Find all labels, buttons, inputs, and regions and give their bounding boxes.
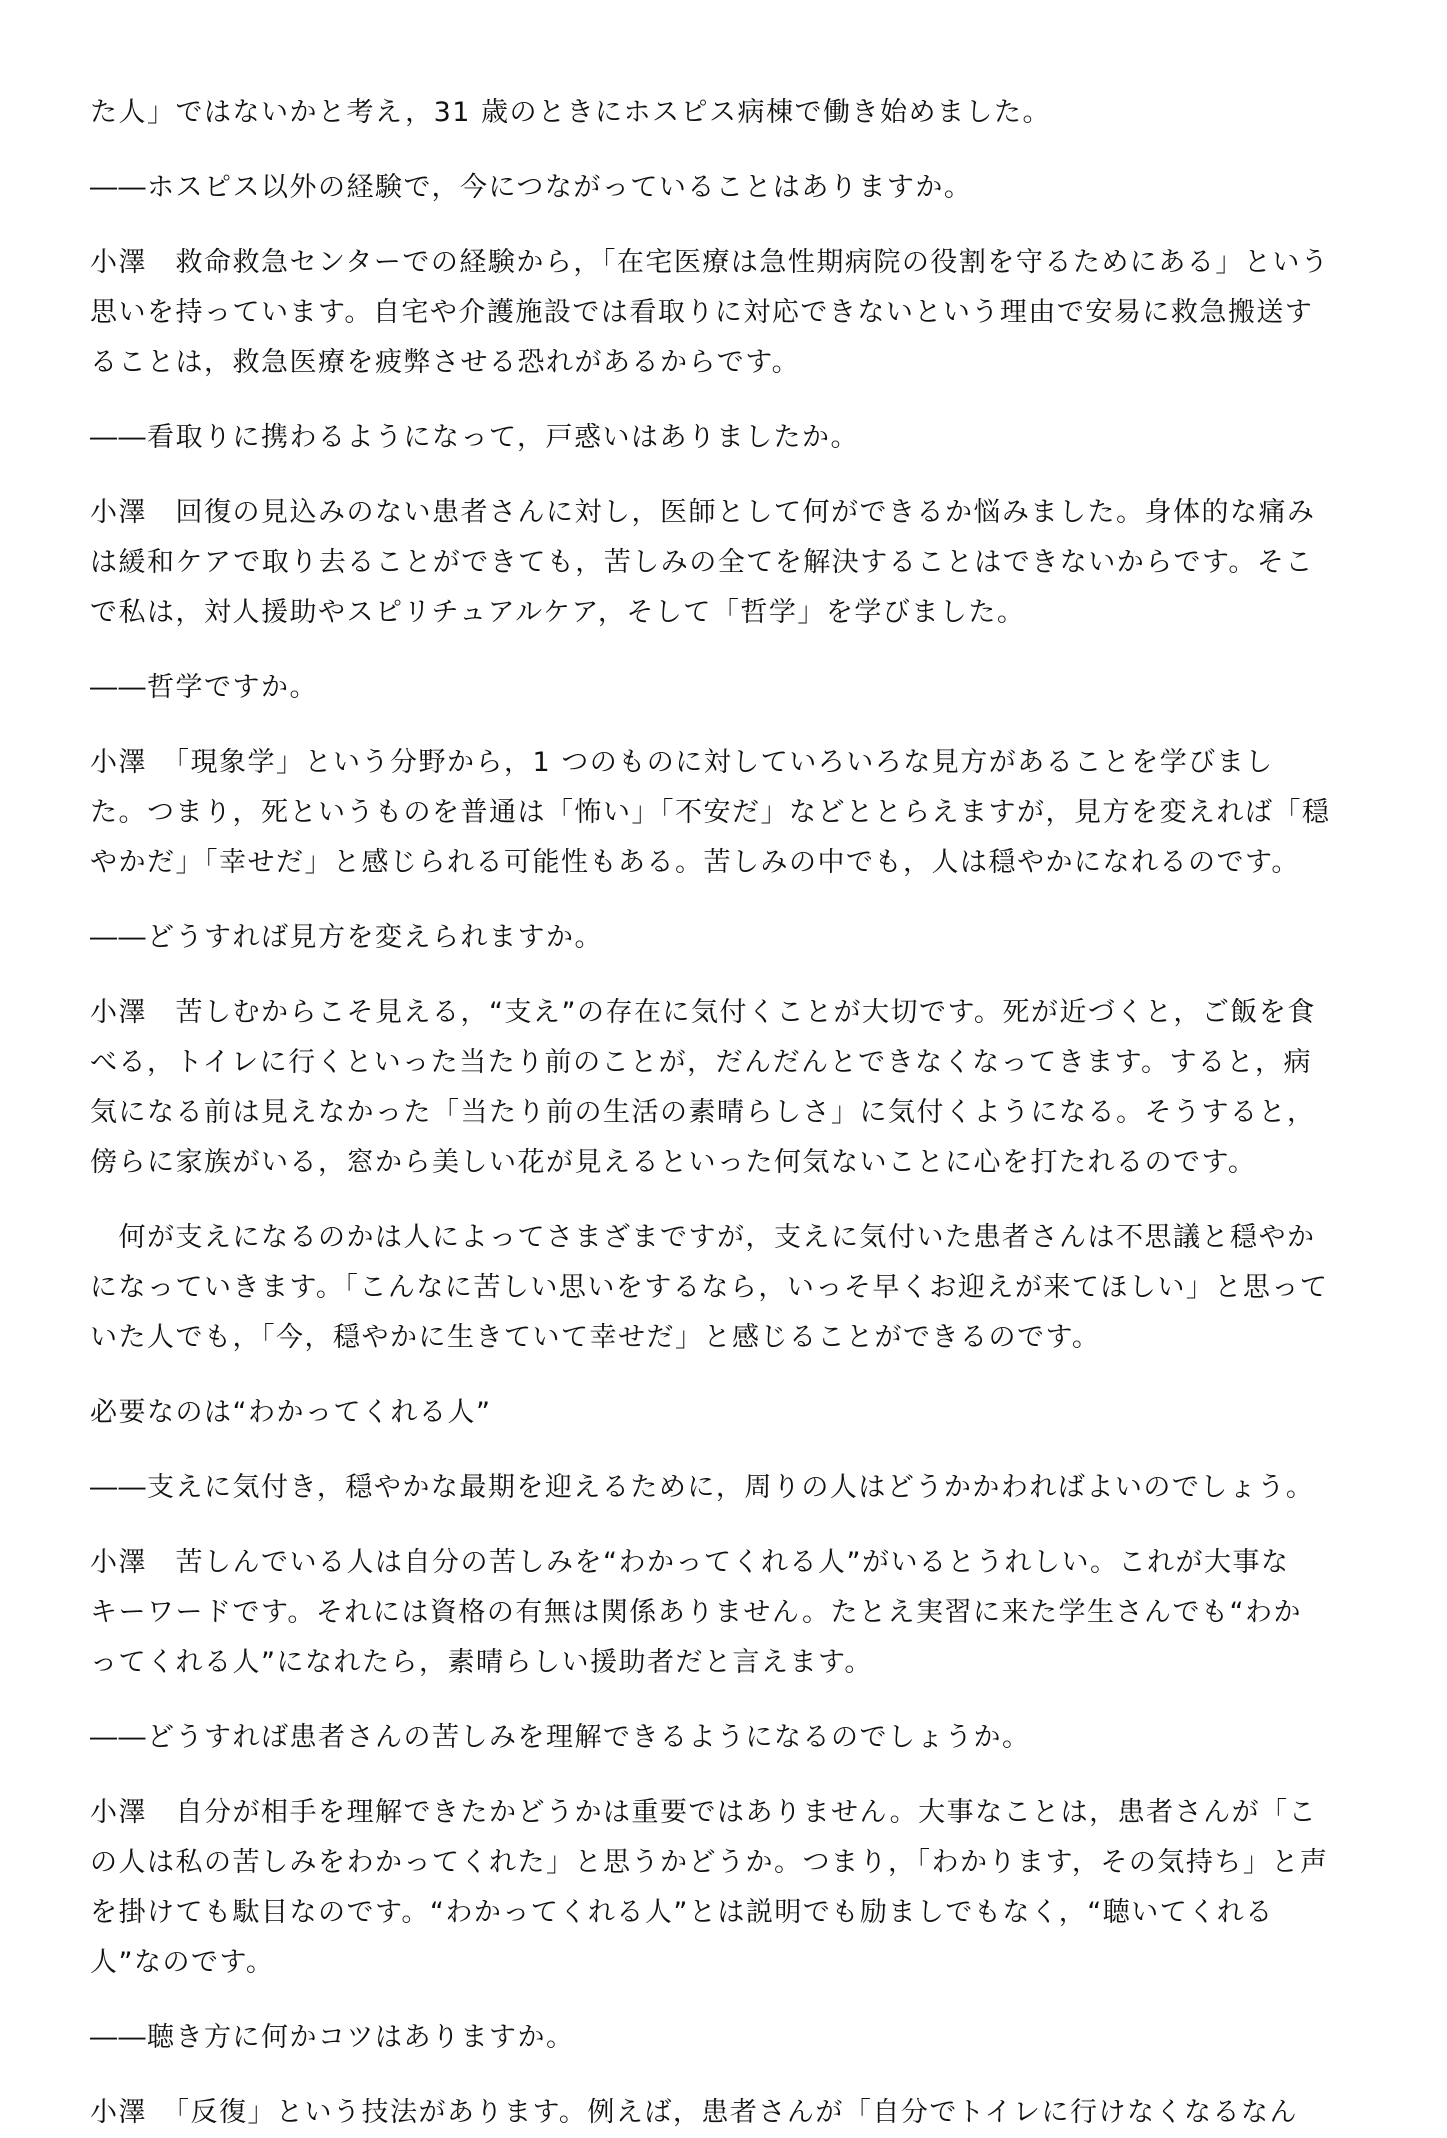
text-line: べる，トイレに行くといった当たり前のことが，だんだんとできなくなってきます。すると，病 (90, 1047, 1312, 1078)
text-line: 小澤 「現象学」という分野から，1 つのものに対していろいろな見方があることを学びまし (90, 747, 1274, 778)
text-line: ――ホスピス以外の経験で，今につながっていることはありますか。 (90, 172, 973, 203)
text-line: 必要なのは“わかってくれる人” (90, 1397, 492, 1428)
text-line: 小澤 救命救急センターでの経験から，「在宅医療は急性期病院の役割を守るためにある」という (90, 247, 1330, 278)
text-line: 小澤 苦しむからこそ見える，“支え”の存在に気付くことが大切です。死が近づくと，ご飯を食 (90, 997, 1316, 1028)
text-line: を掛けても駄目なのです。“わかってくれる人”とは説明でも励ましでもなく，“聴いてくれる (90, 1897, 1274, 1928)
text-line: 傍らに家族がいる，窓から美しい花が見えるといった何気ないことに心を打たれるのです。 (90, 1147, 1257, 1178)
text-line: 小澤 自分が相手を理解できたかどうかは重要ではありません。大事なことは，患者さんが「こ (90, 1797, 1318, 1828)
text-line: ――聴き方に何かコツはありますか。 (90, 2022, 575, 2053)
text-line: ――どうすれば見方を変えられますか。 (90, 922, 603, 953)
interview-question-2 (90, 413, 1357, 463)
text-line: 思いを持っています。自宅や介護施設では看取りに対応できないという理由で安易に救急搬送す (90, 297, 1314, 328)
answer-paragraph-4 (90, 988, 1357, 1188)
answer-paragraph-7 (90, 1788, 1357, 1988)
text-line: 小澤 「反復」という技法があります。例えば，患者さんが「自分でトイレに行けなくなるなん (90, 2097, 1298, 2128)
interview-question-7 (90, 2013, 1357, 2063)
text-line: キーワードです。それには資格の有無は関係ありません。たとえ実習に来た学生さんでも“わか (90, 1597, 1302, 1628)
interview-question-5 (90, 1463, 1357, 1513)
text-line: た人」ではないかと考え，31 歳のときにホスピス病棟で働き始めました。 (90, 97, 1052, 128)
text-line: ――支えに気付き，穏やかな最期を迎えるために，周りの人はどうかかわればよいのでしょう。 (90, 1472, 1315, 1503)
text-line: になっていきます。「こんなに苦しい思いをするなら，いっそ早くお迎えが来てほしい」と思って (90, 1272, 1329, 1303)
paragraph-1 (90, 88, 1357, 138)
answer-paragraph-6 (90, 1538, 1357, 1688)
text-line: ってくれる人”になれたら，素晴らしい援助者だと言えます。 (90, 1647, 873, 1678)
interview-question-3 (90, 663, 1357, 713)
text-line: 小澤 苦しんでいる人は自分の苦しみを“わかってくれる人”がいるとうれしい。これが大事な (90, 1547, 1290, 1578)
interview-question-4 (90, 913, 1357, 963)
text-line: 何が支えになるのかは人によってさまざまですが，支えに気付いた患者さんは不思議と穏やか (90, 1222, 1316, 1253)
section-heading (90, 1388, 1357, 1438)
text-line: ることは，救急医療を疲弊させる恐れがあるからです。 (90, 347, 801, 378)
text-line: 小澤 回復の見込みのない患者さんに対し，医師として何ができるか悩みました。身体的な痛み (90, 497, 1316, 528)
answer-paragraph-3 (90, 738, 1357, 888)
text-line: 人”なのです。 (90, 1947, 275, 1978)
answer-paragraph-2 (90, 488, 1357, 638)
text-line: は緩和ケアで取り去ることができても，苦しみの全てを解決することはできないからです。そこ (90, 547, 1314, 578)
text-line: で私は，対人援助やスピリチュアルケア，そして「哲学」を学びました。 (90, 597, 1026, 628)
text-line: の人は私の苦しみをわかってくれた」と思うかどうか。つまり，「わかります，その気持ち」と声 (90, 1847, 1329, 1878)
text-line: 気になる前は見えなかった「当たり前の生活の素晴らしさ」に気付くようになる。そうすると， (90, 1097, 1316, 1128)
text-line: やかだ」「幸せだ」と感じられる可能性もある。苦しみの中でも，人は穏やかになれるのです。 (90, 847, 1300, 878)
interview-question-6 (90, 1713, 1357, 1763)
text-line: ――哲学ですか。 (90, 672, 318, 703)
answer-paragraph-1 (90, 238, 1357, 388)
text-line: た。つまり，死というものを普通は「怖い」「不安だ」などととらえますが，見方を変えれば「穏 (90, 797, 1331, 828)
answer-paragraph-5 (90, 1213, 1357, 1363)
text-line: いた人でも，「今，穏やかに生きていて幸せだ」と感じることができるのです。 (90, 1322, 1101, 1353)
text-line: ――看取りに携わるようになって，戸惑いはありましたか。 (90, 422, 859, 453)
interview-question-1 (90, 163, 1357, 213)
text-line: ――どうすれば患者さんの苦しみを理解できるようになるのでしょうか。 (90, 1722, 1031, 1753)
answer-paragraph-8 (90, 2088, 1357, 2138)
